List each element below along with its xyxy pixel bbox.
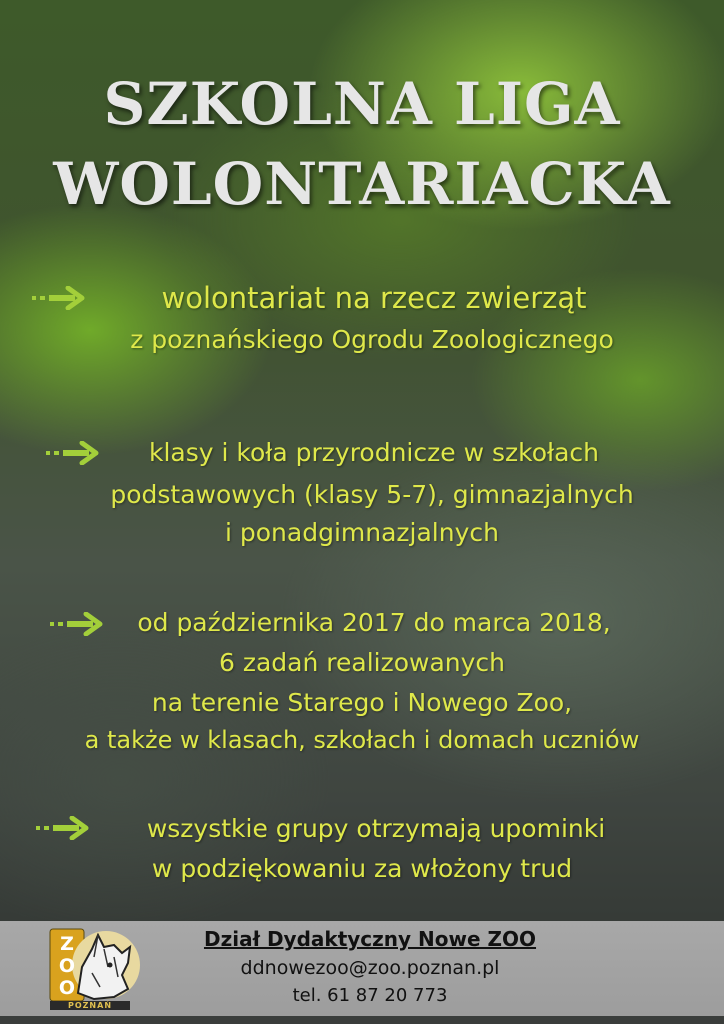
department-name: Dział Dydaktyczny Nowe ZOO [203, 927, 537, 951]
bullet-3-line-3: na terenie Starego i Nowego Zoo, [151, 688, 573, 717]
contact-email[interactable]: ddnowezoo@zoo.poznan.pl [240, 957, 500, 979]
bullet-1-line-1: wolontariat na rzecz zwierząt [161, 281, 587, 315]
contact-phone: tel. 61 87 20 773 [292, 985, 448, 1006]
logo-letters: ZOO [58, 933, 76, 999]
bullet-3-line-2: 6 zadań realizowanych [218, 648, 505, 677]
zoo-poznan-logo [48, 927, 142, 1011]
bullet-4-line-2: w podziękowaniu za włożony trud [151, 854, 573, 883]
bullet-1-line-2: z poznańskiego Ogrodu Zoologicznego [130, 325, 614, 354]
title-line-1: SZKOLNA LIGA [103, 70, 621, 138]
title-line-2: WOLONTARIACKA [53, 150, 671, 218]
logo-city: POZNAŃ [67, 1001, 113, 1010]
bullet-2-line-3: i ponadgimnazjalnych [225, 518, 499, 547]
footer-bottom-strip [0, 1016, 724, 1024]
bullet-3-line-1: od października 2017 do marca 2018, [137, 608, 611, 637]
bullet-2-line-1: klasy i koła przyrodnicze w szkołach [148, 438, 600, 467]
bullet-2-line-2: podstawowych (klasy 5-7), gimnazjalnych [110, 480, 634, 509]
bullet-3-line-4: a także w klasach, szkołach i domach uczniów [84, 726, 640, 754]
bullet-4-line-1: wszystkie grupy otrzymają upominki [146, 814, 606, 843]
footer [0, 921, 724, 1024]
